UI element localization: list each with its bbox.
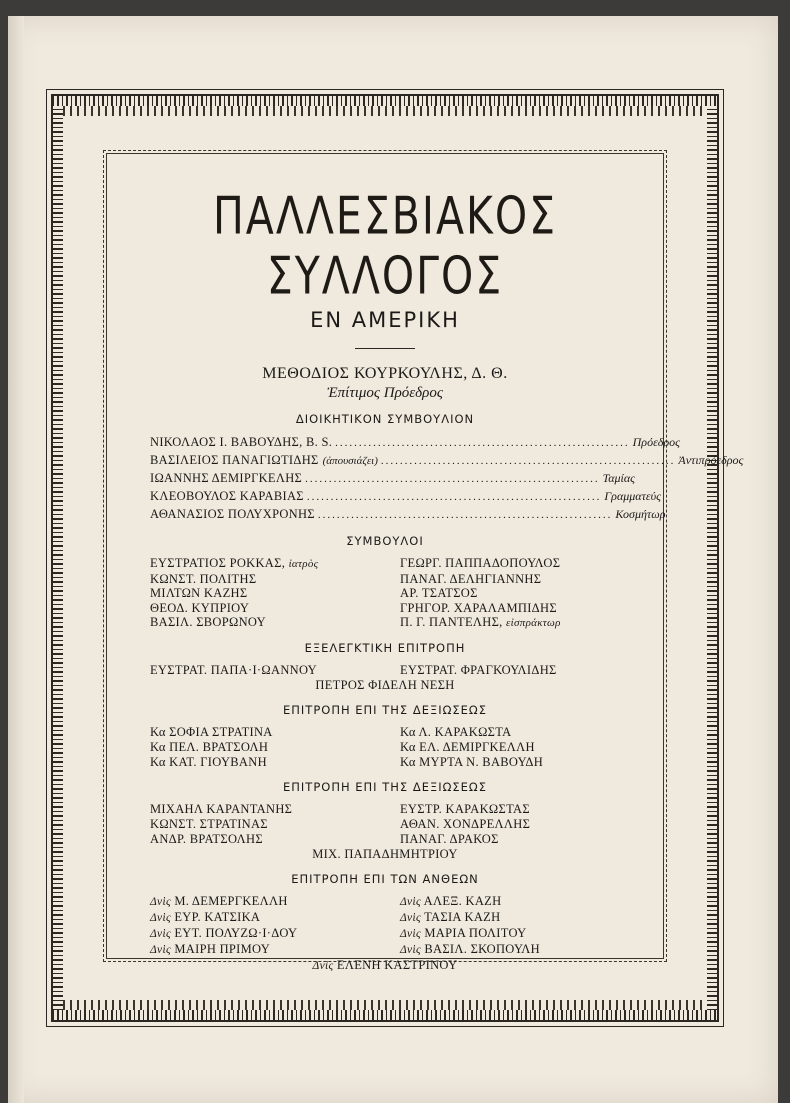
list-item: ΜΙΧΑΗΛ ΚΑΡΑΝΤΑΝΗΣ xyxy=(150,801,293,816)
board-row xyxy=(150,434,681,452)
list-item: ΕΥΣΤΡΑΤ. ΠΑΠΑ·Ι·ΩΑΝΝΟΥ xyxy=(150,662,318,677)
name-prefix: Δνὶς xyxy=(400,943,421,956)
document-content xyxy=(108,156,744,974)
list-item: ΒΑΣΙΛ. ΣΒΟΡΩΝΟΥ xyxy=(150,615,266,630)
board-row xyxy=(150,452,744,470)
person-name: ΜΑΙΡΗ ΠΡΙΜΟΥ xyxy=(174,941,271,956)
person-note: εἰσπράκτωρ xyxy=(506,617,561,630)
reception-ladies-list xyxy=(108,725,662,770)
border-right xyxy=(707,106,717,1010)
person-name: Π. Γ. ΠΑΝΤΕΛΗΣ, xyxy=(400,615,503,630)
person-name: ΕΛΕΝΗ ΚΑΣΤΡΙΝΟΥ xyxy=(336,957,458,972)
list-item: ΠΑΝΑΓ. ΔΡΑΚΟΣ xyxy=(400,831,499,846)
list-item: ΚΩΝΣΤ. ΣΤΡΑΤΙΝΑΣ xyxy=(150,816,268,831)
list-item: ΠΑΝΑΓ. ΔΕΛΗΓΙΑΝΝΗΣ xyxy=(400,571,542,586)
flowers-heading: ΕΠΙΤΡΟΠΗ ΕΠΙ ΤΩΝ ΑΝΘΕΩΝ xyxy=(291,871,479,886)
list-item xyxy=(400,910,640,926)
document-page xyxy=(8,16,778,1103)
leader-dots: .............................................................. xyxy=(306,491,602,503)
person-name: ΕΥΡ. ΚΑΤΣΙΚΑ xyxy=(174,909,261,924)
board-member-role: Πρόεδρος xyxy=(632,435,681,449)
list-item xyxy=(150,894,400,910)
name-prefix: Δνὶς xyxy=(150,911,171,924)
page-spine xyxy=(8,16,24,1103)
person-name: ΕΥΣΤΡΑΤΙΟΣ ΡΟΚΚΑΣ, xyxy=(150,556,286,570)
list-item: ΜΙΧ. ΠΑΠΑΔΗΜΗΤΡΙΟΥ xyxy=(312,846,458,861)
list-item: ΑΡ. ΤΣΑΤΣΟΣ xyxy=(400,586,478,601)
person-name: ΕΥΤ. ΠΟΛΥΖΩ·Ι·ΔΟΥ xyxy=(174,925,298,940)
list-item: Κα ΕΛ. ΔΕΜΙΡΓΚΕΛΛΗ xyxy=(400,739,535,754)
list-item xyxy=(108,958,662,974)
board-member-note: (ἀπουσιάζει) xyxy=(322,455,378,467)
leader-dots: .............................................................. xyxy=(317,509,613,521)
person-name: ΑΛΕΞ. ΚΑΖΗ xyxy=(423,893,502,908)
leader-dots: .............................................................. xyxy=(380,455,676,467)
board-member-name: ΚΛΕΟΒΟΥΛΟΣ ΚΑΡΑΒΙΑΣ xyxy=(150,489,304,503)
board-member-role: Γραμματεύς xyxy=(604,489,661,503)
board-member-role: Κοσμήτωρ xyxy=(615,507,666,521)
honorary-president-role: Ἐπίτιμος Πρόεδρος xyxy=(327,385,443,401)
board-member-name: ΙΩΑΝΝΗΣ ΔΕΜΙΡΓΚΕΛΗΣ xyxy=(150,471,303,485)
board-heading: ΔΙΟΙΚΗΤΙΚΟΝ ΣΥΜΒΟΥΛΙΟΝ xyxy=(295,412,475,426)
list-item xyxy=(400,894,640,910)
list-item: ΜΙΛΤΩΝ ΚΑΖΗΣ xyxy=(150,586,248,601)
list-item: Κα ΜΥΡΤΑ Ν. ΒΑΒΟΥΔΗ xyxy=(400,754,544,769)
list-item: ΠΕΤΡΟΣ ΦΙΔΕΛΗ ΝΕΣΗ xyxy=(315,677,455,692)
title-rule xyxy=(355,348,415,349)
name-prefix: Δνὶς xyxy=(312,959,334,972)
list-item xyxy=(150,942,400,958)
list-item xyxy=(400,926,640,942)
leader-dots: .............................................................. xyxy=(335,437,630,449)
list-item: ΘΕΟΔ. ΚΥΠΡΙΟΥ xyxy=(150,600,250,615)
audit-list xyxy=(108,663,662,678)
list-item: ΓΕΩΡΓ. ΠΑΠΠΑΔΟΠΟΥΛΟΣ xyxy=(400,556,561,570)
list-item: Κα Λ. ΚΑΡΑΚΩΣΤΑ xyxy=(400,724,512,739)
page-subtitle: ΕΝ ΑΜΕΡΙΚΗ xyxy=(310,308,460,332)
board-member-role: Ἀντιπρόεδρος xyxy=(678,453,744,467)
list-item: ΕΥΣΤΡΑΤ. ΦΡΑΓΚΟΥΛΙΔΗΣ xyxy=(400,662,557,677)
flowers-list xyxy=(108,894,662,958)
border-left xyxy=(53,106,63,1010)
list-item xyxy=(150,910,400,926)
board-list xyxy=(108,434,744,524)
board-member-name: ΒΑΣΙΛΕΙΟΣ ΠΑΝΑΓΙΩΤΙΔΗΣ xyxy=(150,453,319,467)
board-row xyxy=(150,506,666,524)
list-item: ΓΡΗΓΟΡ. ΧΑΡΑΛΑΜΠΙΔΗΣ xyxy=(400,600,557,615)
board-member-name: ΝΙΚΟΛΑΟΣ Ι. ΒΑΒΟΥΔΗΣ, B. S. xyxy=(150,435,333,449)
honorary-president-name: ΜΕΘΟΔΙΟΣ ΚΟΥΡΚΟΥΛΗΣ, Δ. Θ. xyxy=(262,365,508,382)
reception-men-list xyxy=(108,802,662,847)
name-prefix: Δνὶς xyxy=(400,911,421,924)
border-top xyxy=(53,96,717,106)
list-item xyxy=(150,926,400,942)
list-item: ΑΘΑΝ. ΧΟΝΔΡΕΛΛΗΣ xyxy=(400,816,531,831)
list-item xyxy=(150,556,400,572)
list-item xyxy=(400,942,640,958)
ornamental-border xyxy=(53,96,744,1020)
name-prefix: Δνὶς xyxy=(400,895,421,908)
list-item: ΑΝΔΡ. ΒΡΑΤΣΟΛΗΣ xyxy=(150,831,263,846)
person-name: ΒΑΣΙΛ. ΣΚΟΠΟΥΛΗ xyxy=(424,941,540,956)
reception-ladies-heading: ΕΠΙΤΡΟΠΗ ΕΠΙ ΤΗΣ ΔΕΞΙΩΣΕΩΣ xyxy=(283,702,487,717)
list-item: Κα ΚΑΤ. ΓΙΟΥΒΑΝΗ xyxy=(150,754,267,769)
person-name: ΜΑΡΙΑ ΠΟΛΙΤΟΥ xyxy=(424,925,527,940)
list-item xyxy=(400,615,640,631)
audit-heading: ΕΞΕΛΕΓΚΤΙΚΗ ΕΠΙΤΡΟΠΗ xyxy=(304,640,466,655)
board-member-role: Ταμίας xyxy=(602,471,636,485)
list-item: ΚΩΝΣΤ. ΠΟΛΙΤΗΣ xyxy=(150,571,257,586)
list-item: Κα ΠΕΛ. ΒΡΑΤΣΟΛΗ xyxy=(150,739,269,754)
leader-dots: .............................................................. xyxy=(305,473,600,485)
name-prefix: Δνὶς xyxy=(150,927,171,940)
counsellors-list xyxy=(108,556,662,631)
person-note: ἰατρὸς xyxy=(288,558,319,570)
name-prefix: Δνὶς xyxy=(150,895,171,908)
list-item: ΕΥΣΤΡ. ΚΑΡΑΚΩΣΤΑΣ xyxy=(400,801,530,816)
board-member-name: ΑΘΑΝΑΣΙΟΣ ΠΟΛΥΧΡΟΝΗΣ xyxy=(150,507,315,521)
board-row xyxy=(150,488,661,506)
board-row xyxy=(150,470,636,488)
name-prefix: Δνὶς xyxy=(400,927,421,940)
person-name: Μ. ΔΕΜΕΡΓΚΕΛΛΗ xyxy=(174,893,288,908)
border-bottom xyxy=(53,1010,717,1020)
reception-men-heading: ΕΠΙΤΡΟΠΗ ΕΠΙ ΤΗΣ ΔΕΞΙΩΣΕΩΣ xyxy=(283,779,487,794)
page-title: ΠΑΛΛΕΣΒΙΑΚΟΣ ΣΥΛΛΟΓΟΣ xyxy=(212,186,558,306)
counsellors-heading: ΣΥΜΒΟΥΛΟΙ xyxy=(346,534,424,548)
name-prefix: Δνὶς xyxy=(150,943,171,956)
person-name: ΤΑΣΙΑ ΚΑΖΗ xyxy=(424,909,501,924)
list-item: Κα ΣΟΦΙΑ ΣΤΡΑΤΙΝΑ xyxy=(150,724,273,739)
